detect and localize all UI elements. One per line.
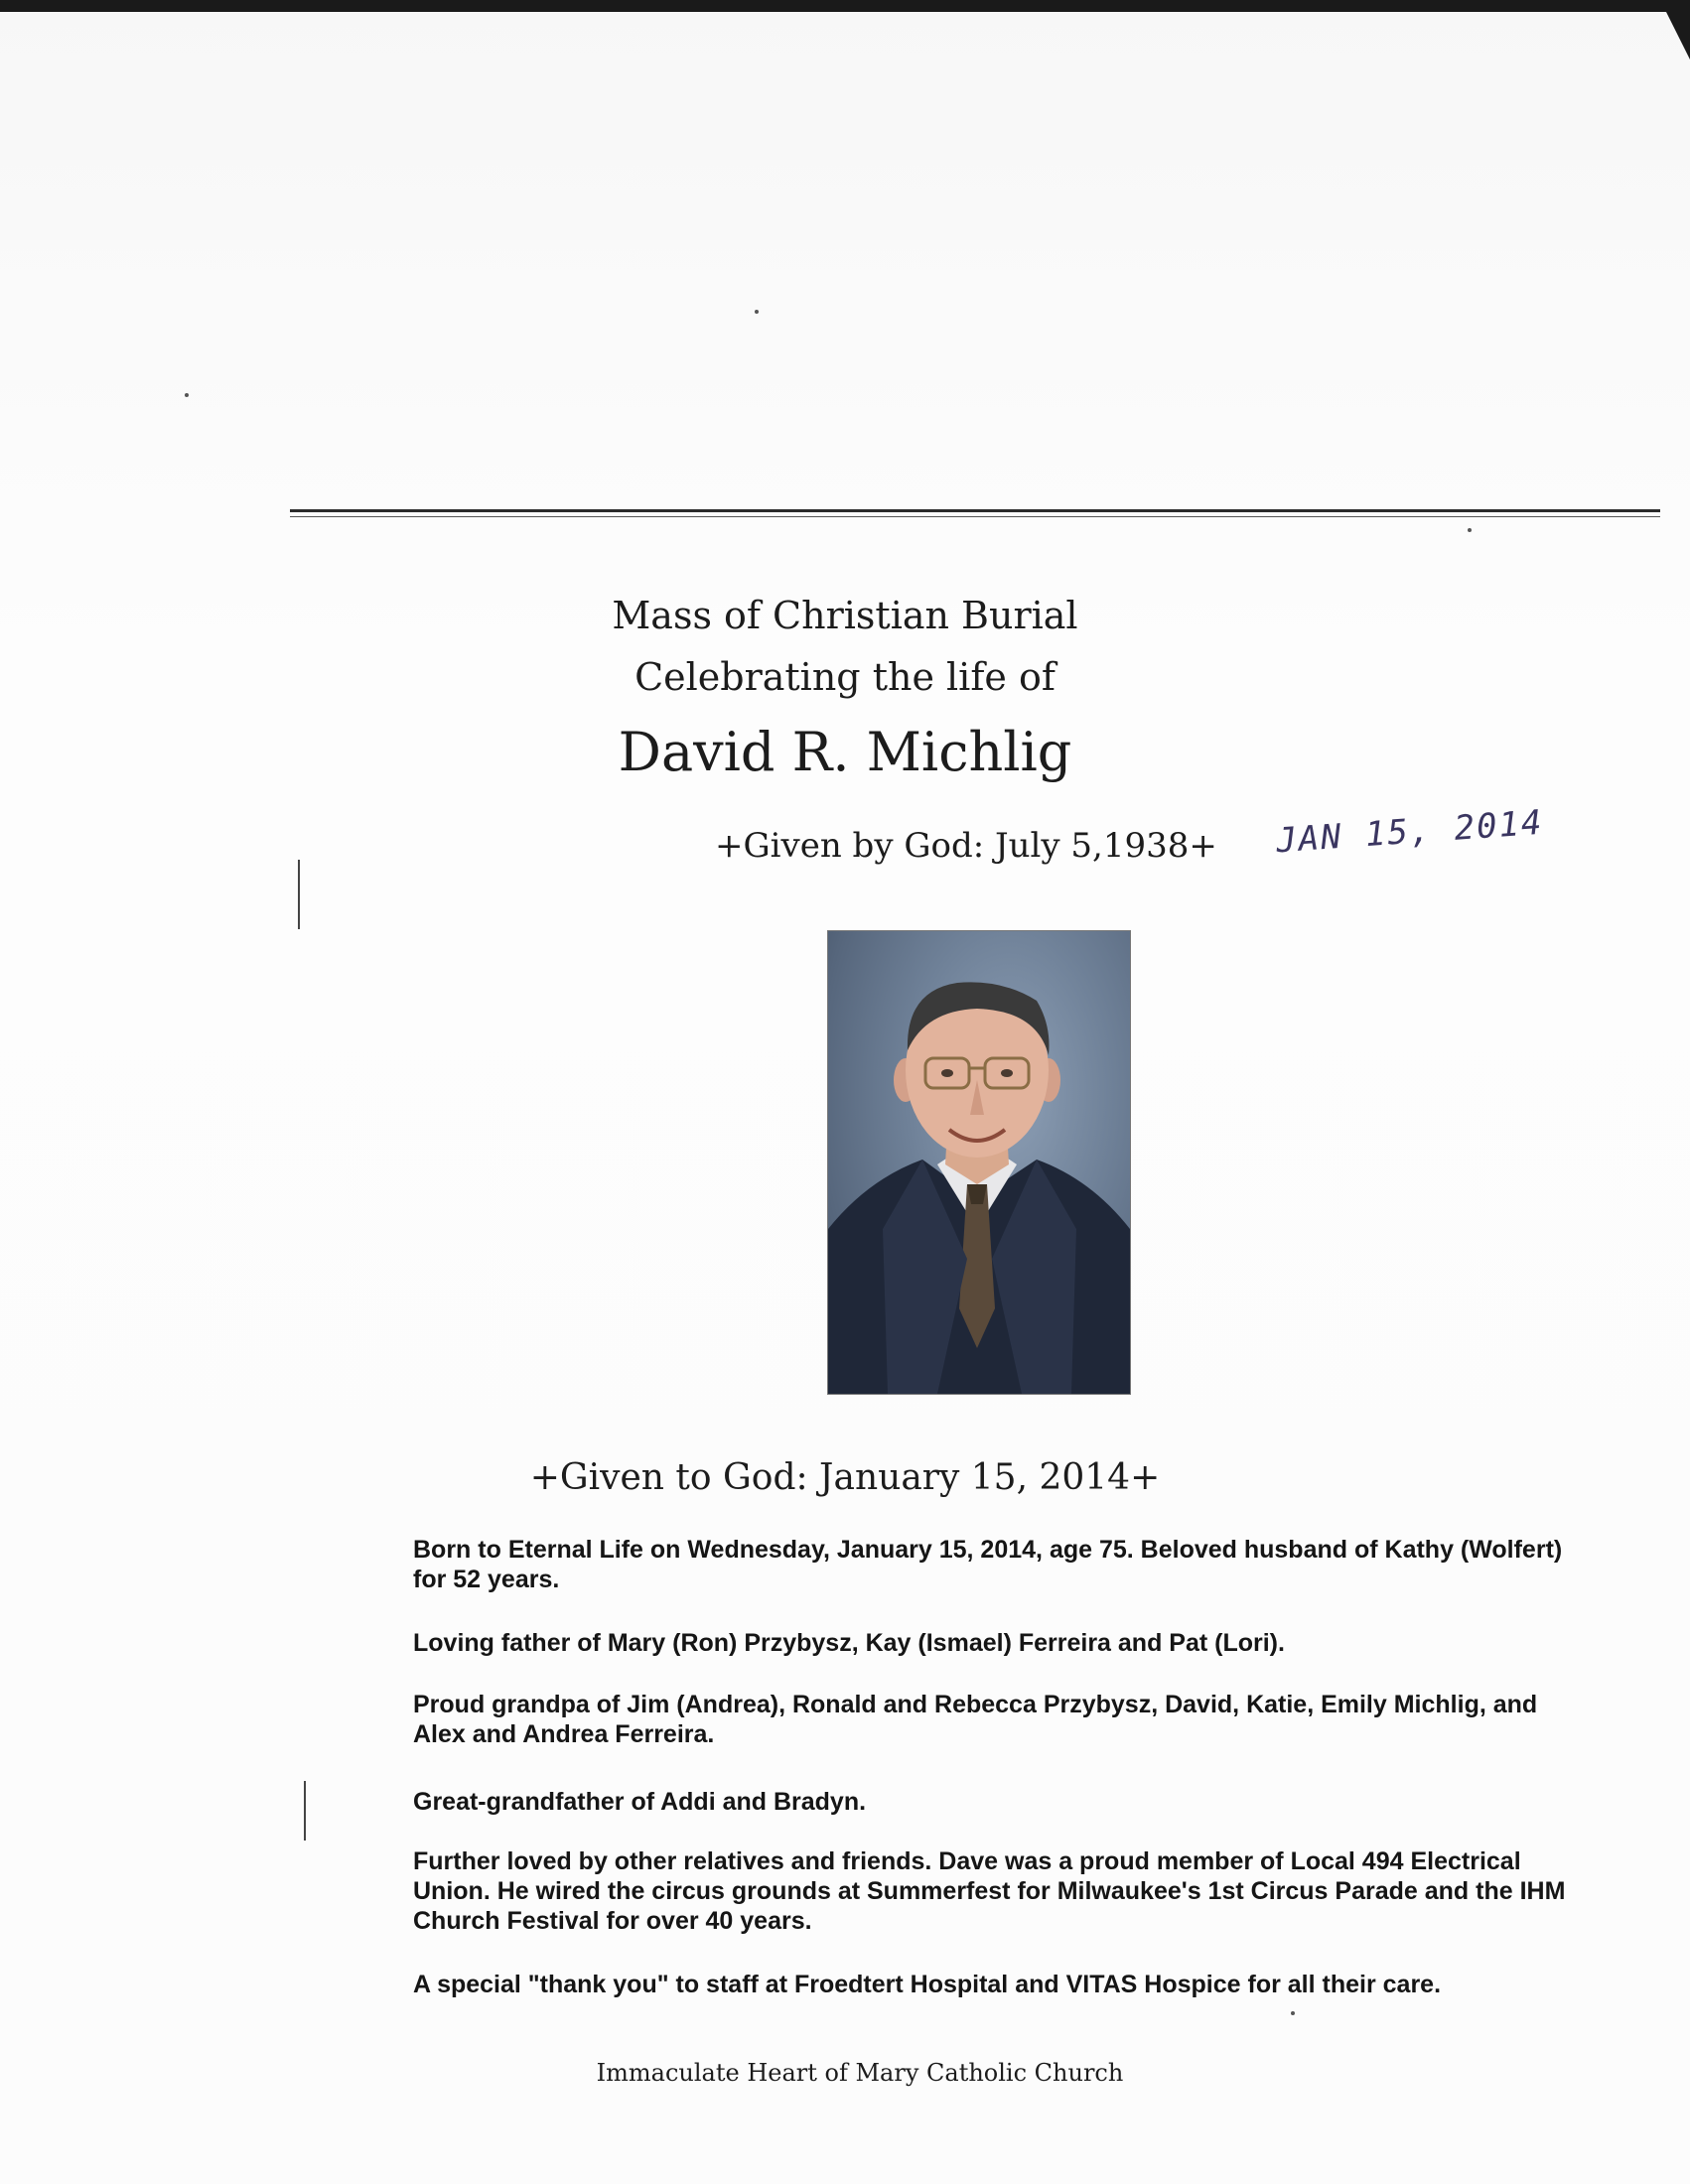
service-title: Mass of Christian Burial [612, 594, 1078, 637]
service-subtitle: Celebrating the life of [634, 655, 1056, 699]
obituary-paragraph-1: Born to Eternal Life on Wednesday, January 15, 2014, age 75. Beloved husband of Kathy (Wolfert) for 52 years. [413, 1536, 1563, 1593]
obituary-paragraph-3: Proud grandpa of Jim (Andrea), Ronald and Rebecca Przybysz, David, Katie, Emily Michlig, and Alex and Andrea Ferreira. [413, 1691, 1538, 1748]
punch-mark [298, 860, 300, 929]
church-name: Immaculate Heart of Mary Catholic Church [596, 2059, 1124, 2087]
deceased-name: David R. Michlig [618, 721, 1072, 783]
scan-speck [1291, 2011, 1295, 2015]
scan-speck [1468, 528, 1472, 532]
header-rule [290, 509, 1660, 512]
header-rule-thin [290, 516, 1660, 517]
birth-date-line: +Given by God: July 5,1938+ [715, 826, 1217, 866]
scan-speck [755, 310, 759, 314]
scan-top-edge [0, 0, 1690, 12]
obituary-paragraph-2: Loving father of Mary (Ron) Przybysz, Kay (Ismael) Ferreira and Pat (Lori). [413, 1629, 1285, 1657]
folded-corner [1660, 0, 1690, 60]
handwritten-date-note: JAN 15, 2014 [1274, 802, 1545, 862]
obituary-paragraph-6: A special "thank you" to staff at Froedtert Hospital and VITAS Hospice for all their care. [413, 1971, 1442, 1998]
portrait-illustration [828, 931, 1130, 1394]
scan-speck [185, 393, 189, 397]
punch-mark [304, 1781, 306, 1841]
portrait-photo [828, 931, 1130, 1394]
death-date-line: +Given to God: January 15, 2014+ [529, 1457, 1161, 1498]
obituary-paragraph-5: Further loved by other relatives and friends. Dave was a proud member of Local 494 Electrical Union. He wired the circus grounds at Summerfest for Milwaukee's 1st Circus Parade and the IHM Church Festival for over 40 years. [413, 1847, 1566, 1935]
obituary-paragraph-4: Great-grandfather of Addi and Bradyn. [413, 1788, 867, 1816]
